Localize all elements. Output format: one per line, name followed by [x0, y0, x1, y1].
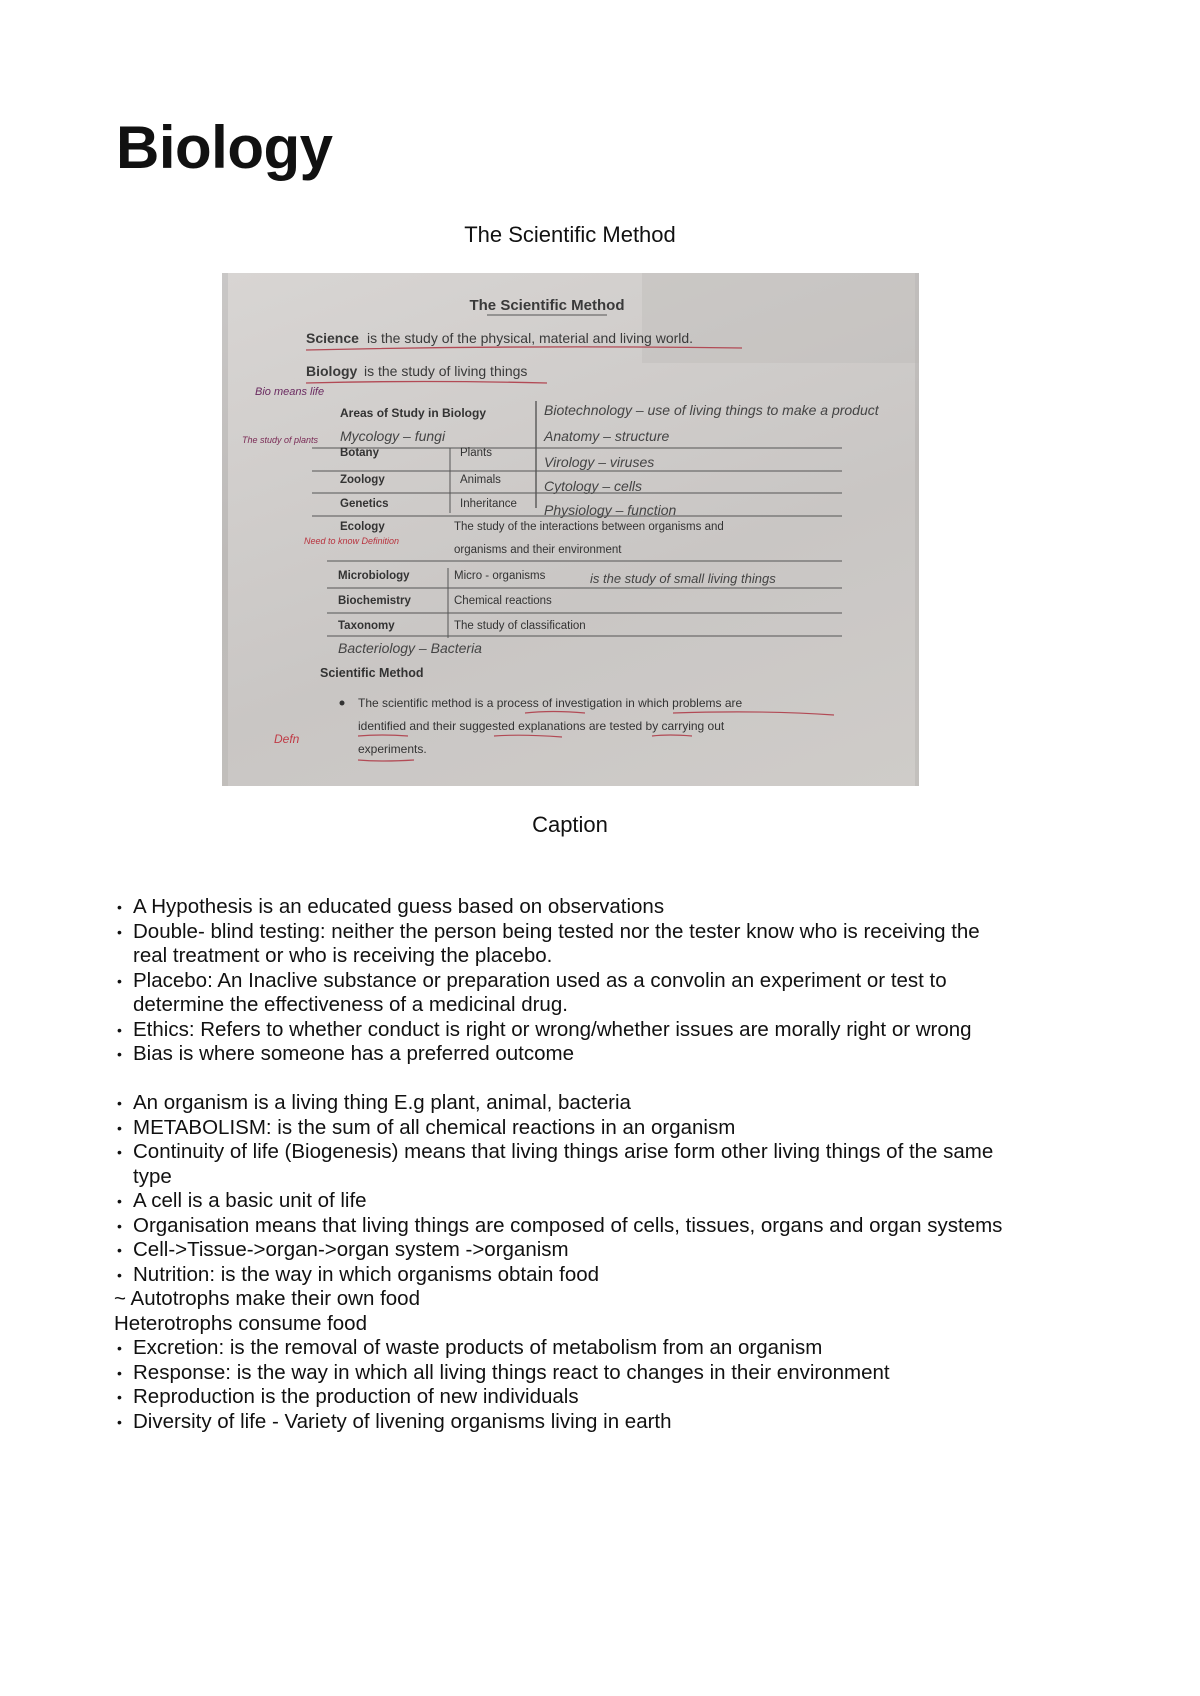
list-item: • Excretion: is the removal of waste products of metabolism from an organism — [114, 1336, 1114, 1361]
row-area-2: Zoology — [340, 474, 385, 486]
row-topic-1: Plants — [460, 447, 492, 459]
list-item: • METABOLISM: is the sum of all chemical reactions in an organism — [114, 1116, 1114, 1141]
figure-caption: Caption — [532, 812, 608, 837]
list-plain-line: Heterotrophs consume food — [114, 1311, 367, 1335]
photo-content — [222, 273, 919, 786]
sci-method-line-3: experiments. — [358, 742, 427, 756]
list-item: • A cell is a basic unit of life — [114, 1189, 1114, 1214]
list-item: • Reproduction is the production of new individuals — [114, 1385, 1114, 1410]
note-need-to-know: Need to know Definition — [304, 536, 400, 546]
microbiology-term: Microbiology — [338, 570, 410, 582]
list-item: • A Hypothesis is an educated guess based on observations — [114, 895, 1114, 920]
list-item: • An organism is a living thing E.g plant, animal, bacteria — [114, 1091, 1114, 1116]
notes-list — [114, 895, 1114, 1434]
biology-def: is the study of living things — [364, 363, 528, 379]
ecology-def-2: organisms and their environment — [454, 544, 622, 556]
handwritten-right-1: Biotechnology – use of living things to make a product — [544, 402, 879, 418]
list-item: • Double- blind testing: neither the person being tested nor the tester know who is receiving the — [114, 920, 1114, 945]
ecology-def-1: The study of the interactions between organisms and — [454, 521, 724, 533]
biochem-topic: Chemical reactions — [454, 595, 552, 607]
list-item: • Organisation means that living things are composed of cells, tissues, organs and organ systems — [114, 1214, 1114, 1239]
taxonomy-topic: The study of classification — [454, 620, 586, 632]
areas-heading: Areas of Study in Biology — [340, 406, 487, 420]
biology-word: Biology — [306, 363, 358, 379]
handwritten-right-3: Virology – viruses — [544, 454, 655, 470]
sci-method-line-1: The scientific method is a process of investigation in which problems are — [358, 696, 743, 710]
row-area-3: Genetics — [340, 498, 389, 510]
micro-handwritten: is the study of small living things — [590, 571, 776, 586]
sci-method-line-2: identified and their suggested explanations are tested by carrying out — [358, 719, 725, 733]
science-word: Science — [306, 330, 359, 346]
list-item: • Nutrition: is the way in which organisms obtain food — [114, 1263, 1114, 1288]
photo-header: The Scientific Method — [469, 297, 625, 314]
list-item: • Bias is where someone has a preferred outcome — [114, 1042, 1114, 1067]
sci-method-heading: Scientific Method — [320, 666, 424, 680]
section-subtitle: The Scientific Method — [464, 222, 676, 247]
list-item-continuation: determine the effectiveness of a medicinal drug. — [133, 993, 568, 1016]
science-def: is the study of the physical, material and living world. — [367, 330, 694, 346]
handwritten-right-2: Anatomy – structure — [544, 428, 670, 444]
list-item: • Cell->Tissue->organ->organ system ->organism — [114, 1238, 1114, 1263]
handwritten-right-4: Cytology – cells — [544, 478, 643, 494]
photo-shadow — [642, 273, 919, 363]
list-item: • Continuity of life (Biogenesis) means that living things arise form other living things of the same — [114, 1140, 1114, 1165]
note-study-of-plants: The study of plants — [242, 435, 319, 445]
notes-photo — [222, 273, 919, 786]
note-bio-means-life: Bio means life — [255, 386, 325, 398]
list-item: • Response: is the way in which all living things react to changes in their environment — [114, 1361, 1114, 1386]
list-item-continuation: real treatment or who is receiving the placebo. — [133, 944, 553, 967]
mycology-note: Mycology – fungi — [340, 428, 446, 444]
list-spacer — [114, 1067, 1114, 1092]
list-item-continuation: type — [133, 1164, 172, 1188]
ecology-term: Ecology — [340, 521, 385, 533]
document-title: Biology — [116, 114, 333, 181]
bacteriology-note: Bacteriology – Bacteria — [338, 640, 482, 656]
biochemistry-term: Biochemistry — [338, 595, 411, 607]
list-item: • Diversity of life - Variety of livening organisms living in earth — [114, 1410, 1114, 1435]
note-defn: Defn — [274, 732, 300, 746]
list-item: • Ethics: Refers to whether conduct is right or wrong/whether issues are morally right or wrong — [114, 1018, 1114, 1043]
handwritten-right-5: Physiology – function — [544, 502, 677, 518]
row-topic-2: Animals — [460, 474, 501, 486]
list-plain-line: ~ Autotrophs make their own food — [114, 1287, 420, 1310]
list-item: • Placebo: An Inaclive substance or preparation used as a convolin an experiment or test to — [114, 969, 1114, 994]
taxonomy-term: Taxonomy — [338, 620, 395, 632]
micro-topic: Micro - organisms — [454, 570, 546, 582]
row-topic-3: Inheritance — [460, 498, 517, 510]
row-area-1: Botany — [340, 447, 379, 459]
